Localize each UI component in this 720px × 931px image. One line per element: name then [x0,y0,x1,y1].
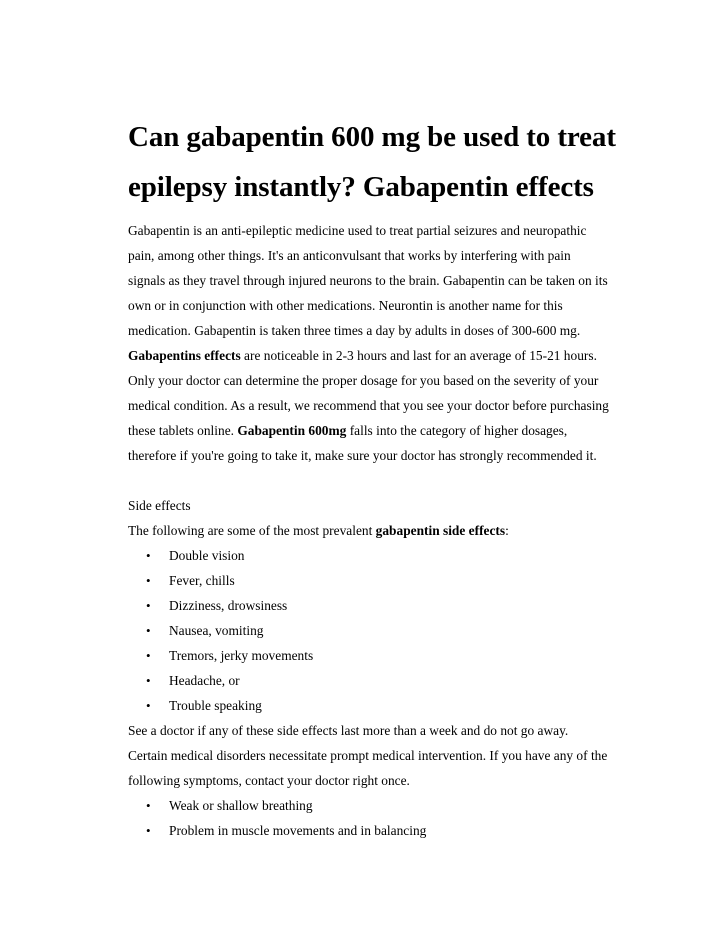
list-item-label: Double vision [169,548,245,563]
list-item [128,543,648,568]
intro-line: own or in conjunction with other medications. Neurontin is another name for this [128,298,563,313]
lead-text: : [505,523,509,538]
title-line-1: Can gabapentin 600 mg be used to treat [128,121,616,153]
section-heading: Side effects [128,498,191,513]
bullet-icon: • [146,548,151,563]
list-item [128,818,648,843]
list-item-label: Headache, or [169,673,240,688]
bullet-icon: • [146,598,151,613]
bullet-icon: • [146,673,151,688]
advice-line: following symptoms, contact your doctor right once. [128,773,410,788]
lead-text: The following are some of the most prevalent [128,523,376,538]
intro-line: Only your doctor can determine the proper dosage for you based on the severity of your [128,373,599,388]
list-item-label: Weak or shallow breathing [169,798,313,813]
intro-line: therefore if you're going to take it, make sure your doctor has strongly recommended it. [128,448,597,463]
bullet-icon: • [146,573,151,588]
bold-keyword: gabapentin side effects [375,523,506,538]
intro-line: signals as they travel through injured neurons to the brain. Gabapentin can be taken on its [128,273,608,288]
list-item [128,643,648,668]
advice-line: See a doctor if any of these side effects last more than a week and do not go away. [128,723,569,738]
document-page [128,112,648,843]
bold-keyword: Gabapentin 600mg [237,423,347,438]
title-line-2: epilepsy instantly? Gabapentin effects [128,171,594,203]
intro-line: medical condition. As a result, we recommend that you see your doctor before purchasing [128,398,609,413]
list-item-label: Fever, chills [169,573,235,588]
list-item-label: Nausea, vomiting [169,623,264,638]
list-item-label: Tremors, jerky movements [169,648,314,663]
intro-text: these tablets online. [128,423,238,438]
urgent-symptoms-list [128,793,648,843]
bullet-icon: • [146,823,151,838]
intro-line [128,343,648,368]
list-item-label: Dizziness, drowsiness [169,598,288,613]
page-title [128,112,648,212]
spacer [128,468,648,493]
bullet-icon: • [146,648,151,663]
list-item [128,668,648,693]
bullet-icon: • [146,623,151,638]
bullet-icon: • [146,798,151,813]
intro-text: are noticeable in 2-3 hours and last for an average of 15-21 hours. [240,348,597,363]
list-item [128,693,648,718]
list-item [128,793,648,818]
list-item [128,618,648,643]
intro-line: Gabapentin is an anti-epileptic medicine used to treat partial seizures and neuropathic [128,223,587,238]
intro-line: medication. Gabapentin is taken three times a day by adults in doses of 300-600 mg. [128,323,581,338]
list-item [128,593,648,618]
bullet-icon: • [146,698,151,713]
intro-paragraph [128,218,648,468]
intro-line: pain, among other things. It's an anticonvulsant that works by interfering with pain [128,248,571,263]
list-item-label: Problem in muscle movements and in balancing [169,823,427,838]
intro-line [128,418,648,443]
list-item [128,568,648,593]
list-item-label: Trouble speaking [169,698,262,713]
bold-keyword: Gabapentins effects [128,348,241,363]
advice-line: Certain medical disorders necessitate prompt medical intervention. If you have any of the [128,748,608,763]
side-effects-list [128,543,648,718]
intro-text: falls into the category of higher dosages, [346,423,568,438]
section-lead [128,518,648,543]
